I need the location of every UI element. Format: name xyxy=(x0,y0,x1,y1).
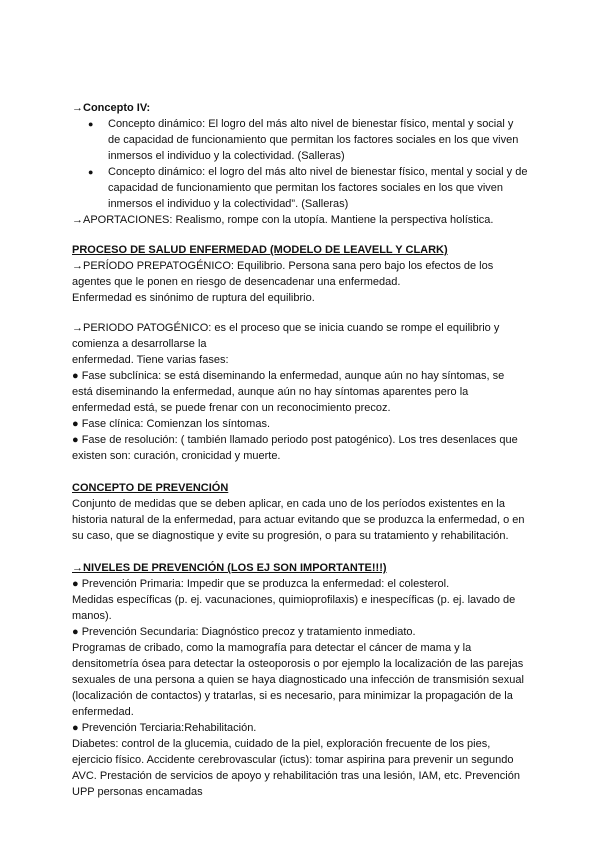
list-item-text: Concepto dinámico: el logro del más alto nivel de bienestar físico, mental y social y de capacidad de funcionamiento que permitan los factores sociales en los que viven inmersos el individuo y la colectividad”. (Salleras) xyxy=(108,166,528,210)
bullet-icon: ● xyxy=(88,167,94,177)
concepto-iv-list xyxy=(72,116,528,212)
prevencion-terciaria: ● Prevención Terciaria:Rehabilitación. xyxy=(72,722,257,734)
prevencion-primaria: ● Prevención Primaria: Impedir que se produzca la enfermedad: el colesterol. xyxy=(72,578,450,590)
list-item xyxy=(72,164,528,212)
primaria-medidas: Medidas específicas (p. ej. vacunaciones, quimioprofilaxis) e inespecíficas (p. ej. lavado de manos). xyxy=(72,594,516,622)
proceso-heading: PROCESO DE SALUD ENFERMEDAD (MODELO DE LEAVELL Y CLARK) xyxy=(72,244,448,256)
prepatogenico-text: →PERÍODO PREPATOGÉNICO: Equilibrio. Persona sana pero bajo los efectos de los agentes que le ponen en riesgo de desencadenar una enfermedad. xyxy=(72,260,494,288)
patogenico-text: →PERIODO PATOGÉNICO: es el proceso que se inicia cuando se rompe el equilibrio y comienza a desarrollarse la xyxy=(72,322,500,350)
prevencion-heading: CONCEPTO DE PREVENCIÓN xyxy=(72,482,229,494)
niveles-heading: →NIVELES DE PREVENCIÓN (LOS EJ SON IMPORTANTE!!!) xyxy=(72,562,387,574)
enfermedad-definition: Enfermedad es sinónimo de ruptura del equilibrio. xyxy=(72,292,315,304)
prevencion-secundaria: ● Prevención Secundaria: Diagnóstico precoz y tratamiento inmediato. xyxy=(72,626,416,638)
terciaria-ejemplos: Diabetes: control de la glucemia, cuidado de la piel, exploración frecuente de los pies, ejercicio físico. Accidente cerebrovascular (ictus): tomar aspirina para prevenir un segundo AVC. Prestación de servicios de apoyo y rehabilitación tras una lesión, IAM, etc. Prevención UPP personas encamadas xyxy=(72,738,520,798)
fase-clinica: ● Fase clínica: Comienzan los síntomas. xyxy=(72,418,270,430)
aportaciones-text: →APORTACIONES: Realismo, rompe con la utopía. Mantiene la perspectiva holística. xyxy=(72,214,494,226)
fase-subclinica: ● Fase subclínica: se está diseminando la enfermedad, aunque aún no hay síntomas, se está diseminando la enfermedad, aunque aún no hay síntomas aparentes pero la enfermedad está, se puede frenar con un reconocimiento precoz. xyxy=(72,370,505,414)
prevencion-text: Conjunto de medidas que se deben aplicar, en cada uno de los períodos existentes en la historia natural de la enfermedad, para actuar evitando que se produzca la enfermedad, o en su caso, que se diagnostique y evite su progresión, o para su tratamiento y rehabilitación. xyxy=(72,498,525,542)
list-item xyxy=(72,116,528,164)
document-content xyxy=(72,100,528,800)
list-item-text: Concepto dinámico: El logro del más alto nivel de bienestar físico, mental y social y de capacidad de funcionamiento que permitan los factores sociales en los que viven inmersos el individuo y la colectividad. (Salleras) xyxy=(108,118,519,162)
bullet-icon: ● xyxy=(88,119,94,129)
concepto-iv-title: →Concepto IV: xyxy=(72,102,151,114)
patogenico-continuation: enfermedad. Tiene varias fases: xyxy=(72,354,229,366)
secundaria-ejemplos: Programas de cribado, como la mamografía para detectar el cáncer de mama y la densitometría ósea para detectar la osteoporosis o por ejemplo la localización de las parejas sexuales de una persona a quien se haya diagnosticado una infección de transmisión sexual (localización de contactos) y tratarlas, si es necesario, para minimizar la propagación de la enfermedad. xyxy=(72,642,524,718)
fase-resolucion: ● Fase de resolución: ( también llamado periodo post patogénico). Los tres desenlaces que existen son: curación, cronicidad y muerte. xyxy=(72,434,518,462)
